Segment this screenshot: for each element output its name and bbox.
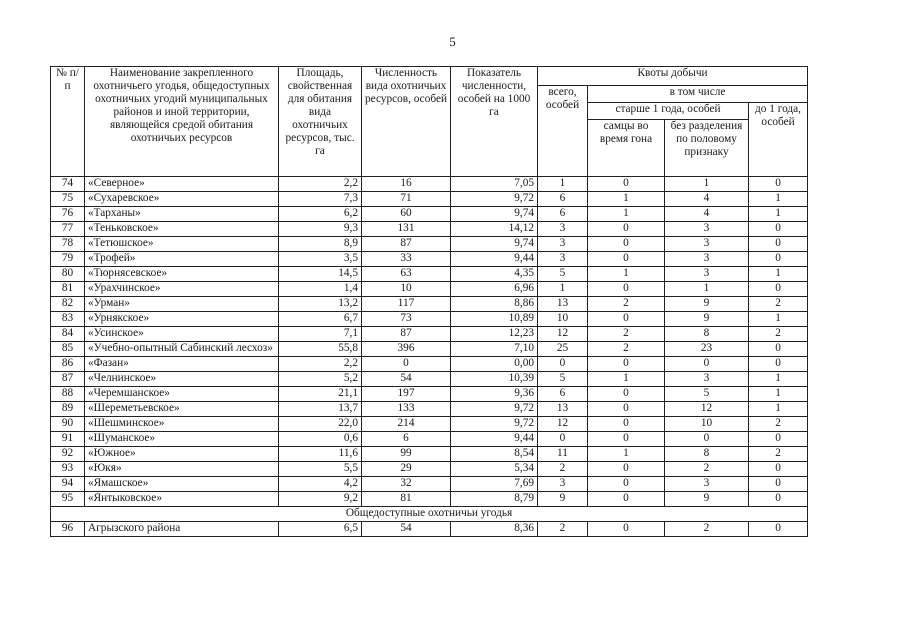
cell-num: 84 xyxy=(51,327,85,342)
cell-num: 89 xyxy=(51,402,85,417)
cell-total: 3 xyxy=(538,252,588,267)
table-row xyxy=(51,207,808,222)
cell-area: 13,7 xyxy=(279,402,362,417)
cell-males-rut: 0 xyxy=(588,177,665,192)
cell-population: 60 xyxy=(362,207,451,222)
cell-total: 12 xyxy=(538,327,588,342)
cell-total: 5 xyxy=(538,267,588,282)
cell-total: 3 xyxy=(538,222,588,237)
table-row xyxy=(51,522,808,537)
cell-no-sex: 3 xyxy=(665,372,749,387)
cell-males-rut: 0 xyxy=(588,237,665,252)
cell-under-1y: 2 xyxy=(749,297,808,312)
cell-num: 81 xyxy=(51,282,85,297)
cell-no-sex: 9 xyxy=(665,312,749,327)
table-row xyxy=(51,477,808,492)
cell-total: 2 xyxy=(538,522,588,537)
cell-area: 8,9 xyxy=(279,237,362,252)
table-row xyxy=(51,297,808,312)
cell-num: 77 xyxy=(51,222,85,237)
cell-num: 74 xyxy=(51,177,85,192)
cell-population: 73 xyxy=(362,312,451,327)
table-row xyxy=(51,492,808,507)
header-density: Показатель численности, особей на 1000 га xyxy=(451,67,538,177)
cell-num: 91 xyxy=(51,432,85,447)
cell-under-1y: 0 xyxy=(749,342,808,357)
cell-total: 13 xyxy=(538,402,588,417)
header-name: Наименование закрепленного охотничьего угодья, общедоступных охотничьих угодий муниципальных районов и иной территории, являющейся средой обитания охотничьих ресурсов xyxy=(85,67,279,177)
cell-under-1y: 1 xyxy=(749,402,808,417)
cell-population: 131 xyxy=(362,222,451,237)
table-row xyxy=(51,432,808,447)
cell-num: 88 xyxy=(51,387,85,402)
header-older-1y: старше 1 года, особей xyxy=(588,103,749,120)
cell-density: 9,72 xyxy=(451,192,538,207)
cell-density: 9,44 xyxy=(451,252,538,267)
cell-population: 81 xyxy=(362,492,451,507)
cell-name: «Черемшанское» xyxy=(85,387,279,402)
cell-males-rut: 0 xyxy=(588,402,665,417)
cell-density: 0,00 xyxy=(451,357,538,372)
cell-population: 33 xyxy=(362,252,451,267)
cell-no-sex: 3 xyxy=(665,477,749,492)
cell-density: 12,23 xyxy=(451,327,538,342)
cell-total: 12 xyxy=(538,417,588,432)
cell-area: 7,1 xyxy=(279,327,362,342)
cell-density: 5,34 xyxy=(451,462,538,477)
cell-name: «Янтыковское» xyxy=(85,492,279,507)
cell-area: 7,3 xyxy=(279,192,362,207)
table-header xyxy=(51,67,808,177)
cell-population: 214 xyxy=(362,417,451,432)
cell-population: 29 xyxy=(362,462,451,477)
table-row xyxy=(51,237,808,252)
table-body xyxy=(51,177,808,537)
cell-density: 9,44 xyxy=(451,432,538,447)
cell-under-1y: 0 xyxy=(749,522,808,537)
cell-no-sex: 12 xyxy=(665,402,749,417)
cell-area: 13,2 xyxy=(279,297,362,312)
cell-under-1y: 2 xyxy=(749,417,808,432)
cell-density: 8,36 xyxy=(451,522,538,537)
cell-area: 4,2 xyxy=(279,477,362,492)
header-total: всего, особей xyxy=(538,86,588,177)
cell-no-sex: 3 xyxy=(665,252,749,267)
table-row xyxy=(51,387,808,402)
cell-no-sex: 8 xyxy=(665,447,749,462)
cell-total: 13 xyxy=(538,297,588,312)
table-row xyxy=(51,282,808,297)
cell-area: 6,2 xyxy=(279,207,362,222)
cell-males-rut: 2 xyxy=(588,297,665,312)
cell-density: 14,12 xyxy=(451,222,538,237)
cell-total: 6 xyxy=(538,387,588,402)
cell-population: 6 xyxy=(362,432,451,447)
cell-no-sex: 1 xyxy=(665,177,749,192)
cell-males-rut: 0 xyxy=(588,282,665,297)
table-row xyxy=(51,447,808,462)
cell-males-rut: 1 xyxy=(588,372,665,387)
cell-population: 87 xyxy=(362,327,451,342)
cell-no-sex: 3 xyxy=(665,237,749,252)
cell-num: 83 xyxy=(51,312,85,327)
cell-density: 8,86 xyxy=(451,297,538,312)
cell-area: 22,0 xyxy=(279,417,362,432)
cell-area: 55,8 xyxy=(279,342,362,357)
table-row xyxy=(51,372,808,387)
cell-under-1y: 0 xyxy=(749,462,808,477)
header-num: № п/п xyxy=(51,67,85,177)
cell-total: 5 xyxy=(538,372,588,387)
table-row xyxy=(51,312,808,327)
cell-total: 11 xyxy=(538,447,588,462)
cell-name: «Тюрнясевское» xyxy=(85,267,279,282)
cell-density: 8,54 xyxy=(451,447,538,462)
cell-name: «Южное» xyxy=(85,447,279,462)
cell-population: 99 xyxy=(362,447,451,462)
cell-num: 80 xyxy=(51,267,85,282)
table-row xyxy=(51,417,808,432)
cell-name: «Тетюшское» xyxy=(85,237,279,252)
cell-total: 3 xyxy=(538,477,588,492)
cell-males-rut: 1 xyxy=(588,192,665,207)
cell-males-rut: 2 xyxy=(588,327,665,342)
cell-density: 9,72 xyxy=(451,417,538,432)
cell-population: 16 xyxy=(362,177,451,192)
cell-name: «Ямашское» xyxy=(85,477,279,492)
cell-total: 25 xyxy=(538,342,588,357)
cell-population: 71 xyxy=(362,192,451,207)
cell-no-sex: 1 xyxy=(665,282,749,297)
cell-total: 0 xyxy=(538,432,588,447)
cell-name: «Трофей» xyxy=(85,252,279,267)
cell-no-sex: 9 xyxy=(665,297,749,312)
cell-total: 1 xyxy=(538,177,588,192)
table-row xyxy=(51,252,808,267)
cell-area: 0,6 xyxy=(279,432,362,447)
cell-under-1y: 0 xyxy=(749,177,808,192)
cell-under-1y: 2 xyxy=(749,447,808,462)
cell-population: 117 xyxy=(362,297,451,312)
cell-males-rut: 0 xyxy=(588,492,665,507)
cell-area: 2,2 xyxy=(279,357,362,372)
header-population: Численность вида охотничьих ресурсов, особей xyxy=(362,67,451,177)
cell-density: 9,74 xyxy=(451,207,538,222)
cell-no-sex: 2 xyxy=(665,522,749,537)
cell-under-1y: 0 xyxy=(749,252,808,267)
cell-name: «Урнякское» xyxy=(85,312,279,327)
cell-males-rut: 0 xyxy=(588,417,665,432)
cell-area: 3,5 xyxy=(279,252,362,267)
cell-area: 11,6 xyxy=(279,447,362,462)
cell-population: 10 xyxy=(362,282,451,297)
cell-no-sex: 3 xyxy=(665,222,749,237)
cell-no-sex: 2 xyxy=(665,462,749,477)
cell-density: 9,74 xyxy=(451,237,538,252)
cell-area: 5,2 xyxy=(279,372,362,387)
cell-males-rut: 0 xyxy=(588,252,665,267)
cell-area: 9,2 xyxy=(279,492,362,507)
cell-total: 1 xyxy=(538,282,588,297)
cell-density: 6,96 xyxy=(451,282,538,297)
cell-no-sex: 8 xyxy=(665,327,749,342)
cell-population: 87 xyxy=(362,237,451,252)
header-including: в том числе xyxy=(588,86,808,103)
table-row xyxy=(51,222,808,237)
cell-population: 0 xyxy=(362,357,451,372)
cell-num: 94 xyxy=(51,477,85,492)
cell-num: 92 xyxy=(51,447,85,462)
cell-population: 63 xyxy=(362,267,451,282)
table-row xyxy=(51,327,808,342)
cell-under-1y: 1 xyxy=(749,192,808,207)
cell-total: 0 xyxy=(538,357,588,372)
cell-name: «Урахчинское» xyxy=(85,282,279,297)
table-row xyxy=(51,342,808,357)
cell-males-rut: 2 xyxy=(588,342,665,357)
cell-density: 7,69 xyxy=(451,477,538,492)
cell-under-1y: 0 xyxy=(749,282,808,297)
cell-males-rut: 0 xyxy=(588,432,665,447)
cell-name: «Усинское» xyxy=(85,327,279,342)
cell-num: 78 xyxy=(51,237,85,252)
cell-under-1y: 1 xyxy=(749,372,808,387)
cell-no-sex: 23 xyxy=(665,342,749,357)
section-row xyxy=(51,507,808,522)
cell-density: 4,35 xyxy=(451,267,538,282)
table-row xyxy=(51,267,808,282)
cell-name: «Шешминское» xyxy=(85,417,279,432)
cell-name: «Юкя» xyxy=(85,462,279,477)
cell-num: 96 xyxy=(51,522,85,537)
cell-total: 6 xyxy=(538,207,588,222)
cell-name: «Сухаревское» xyxy=(85,192,279,207)
cell-no-sex: 0 xyxy=(665,432,749,447)
cell-name: «Шереметьевское» xyxy=(85,402,279,417)
cell-males-rut: 0 xyxy=(588,387,665,402)
cell-under-1y: 1 xyxy=(749,312,808,327)
hunting-quota-table xyxy=(50,66,808,537)
cell-under-1y: 0 xyxy=(749,357,808,372)
cell-num: 76 xyxy=(51,207,85,222)
cell-name: «Тарханы» xyxy=(85,207,279,222)
cell-under-1y: 2 xyxy=(749,327,808,342)
cell-name: «Северное» xyxy=(85,177,279,192)
cell-total: 3 xyxy=(538,237,588,252)
cell-area: 5,5 xyxy=(279,462,362,477)
cell-population: 197 xyxy=(362,387,451,402)
cell-num: 95 xyxy=(51,492,85,507)
cell-name: «Фазан» xyxy=(85,357,279,372)
cell-males-rut: 0 xyxy=(588,312,665,327)
cell-num: 90 xyxy=(51,417,85,432)
cell-under-1y: 0 xyxy=(749,237,808,252)
cell-density: 9,36 xyxy=(451,387,538,402)
cell-under-1y: 1 xyxy=(749,267,808,282)
table-row xyxy=(51,177,808,192)
section-title: Общедоступные охотничьи угодья xyxy=(51,507,808,522)
header-area: Площадь, свойственная для обитания вида охотничьих ресурсов, тыс. га xyxy=(279,67,362,177)
cell-population: 32 xyxy=(362,477,451,492)
cell-num: 93 xyxy=(51,462,85,477)
cell-population: 54 xyxy=(362,372,451,387)
cell-num: 85 xyxy=(51,342,85,357)
cell-density: 9,72 xyxy=(451,402,538,417)
cell-num: 82 xyxy=(51,297,85,312)
header-males-rut: самцы во время гона xyxy=(588,120,665,177)
cell-no-sex: 3 xyxy=(665,267,749,282)
header-under-1y: до 1 года, особей xyxy=(749,103,808,177)
header-no-sex: без разделения по половому признаку xyxy=(665,120,749,177)
cell-num: 75 xyxy=(51,192,85,207)
table-row xyxy=(51,357,808,372)
cell-under-1y: 0 xyxy=(749,222,808,237)
cell-population: 396 xyxy=(362,342,451,357)
cell-name: «Урман» xyxy=(85,297,279,312)
cell-name: «Учебно-опытный Сабинский лесхоз» xyxy=(85,342,279,357)
cell-under-1y: 1 xyxy=(749,207,808,222)
cell-males-rut: 0 xyxy=(588,222,665,237)
cell-num: 87 xyxy=(51,372,85,387)
cell-males-rut: 1 xyxy=(588,267,665,282)
cell-name: «Шуманское» xyxy=(85,432,279,447)
cell-under-1y: 1 xyxy=(749,387,808,402)
cell-name: «Теньковское» xyxy=(85,222,279,237)
page-number: 5 xyxy=(449,34,456,49)
cell-area: 1,4 xyxy=(279,282,362,297)
cell-total: 2 xyxy=(538,462,588,477)
cell-total: 10 xyxy=(538,312,588,327)
table-row xyxy=(51,462,808,477)
cell-no-sex: 4 xyxy=(665,192,749,207)
cell-no-sex: 0 xyxy=(665,357,749,372)
cell-under-1y: 0 xyxy=(749,492,808,507)
cell-area: 21,1 xyxy=(279,387,362,402)
cell-males-rut: 0 xyxy=(588,477,665,492)
cell-no-sex: 9 xyxy=(665,492,749,507)
cell-density: 7,05 xyxy=(451,177,538,192)
cell-males-rut: 0 xyxy=(588,357,665,372)
cell-density: 8,79 xyxy=(451,492,538,507)
table-row xyxy=(51,192,808,207)
cell-num: 86 xyxy=(51,357,85,372)
cell-name: «Челнинское» xyxy=(85,372,279,387)
cell-num: 79 xyxy=(51,252,85,267)
cell-area: 6,5 xyxy=(279,522,362,537)
header-quotas: Квоты добычи xyxy=(538,67,808,86)
cell-name: Агрызского района xyxy=(85,522,279,537)
cell-area: 2,2 xyxy=(279,177,362,192)
cell-total: 6 xyxy=(538,192,588,207)
cell-males-rut: 1 xyxy=(588,207,665,222)
cell-under-1y: 0 xyxy=(749,477,808,492)
cell-no-sex: 4 xyxy=(665,207,749,222)
cell-population: 54 xyxy=(362,522,451,537)
cell-density: 10,89 xyxy=(451,312,538,327)
cell-no-sex: 5 xyxy=(665,387,749,402)
cell-males-rut: 0 xyxy=(588,462,665,477)
cell-under-1y: 0 xyxy=(749,432,808,447)
cell-males-rut: 0 xyxy=(588,522,665,537)
cell-no-sex: 10 xyxy=(665,417,749,432)
cell-males-rut: 1 xyxy=(588,447,665,462)
cell-population: 133 xyxy=(362,402,451,417)
cell-total: 9 xyxy=(538,492,588,507)
cell-density: 10,39 xyxy=(451,372,538,387)
table-row xyxy=(51,402,808,417)
cell-area: 14,5 xyxy=(279,267,362,282)
cell-area: 6,7 xyxy=(279,312,362,327)
cell-area: 9,3 xyxy=(279,222,362,237)
cell-density: 7,10 xyxy=(451,342,538,357)
